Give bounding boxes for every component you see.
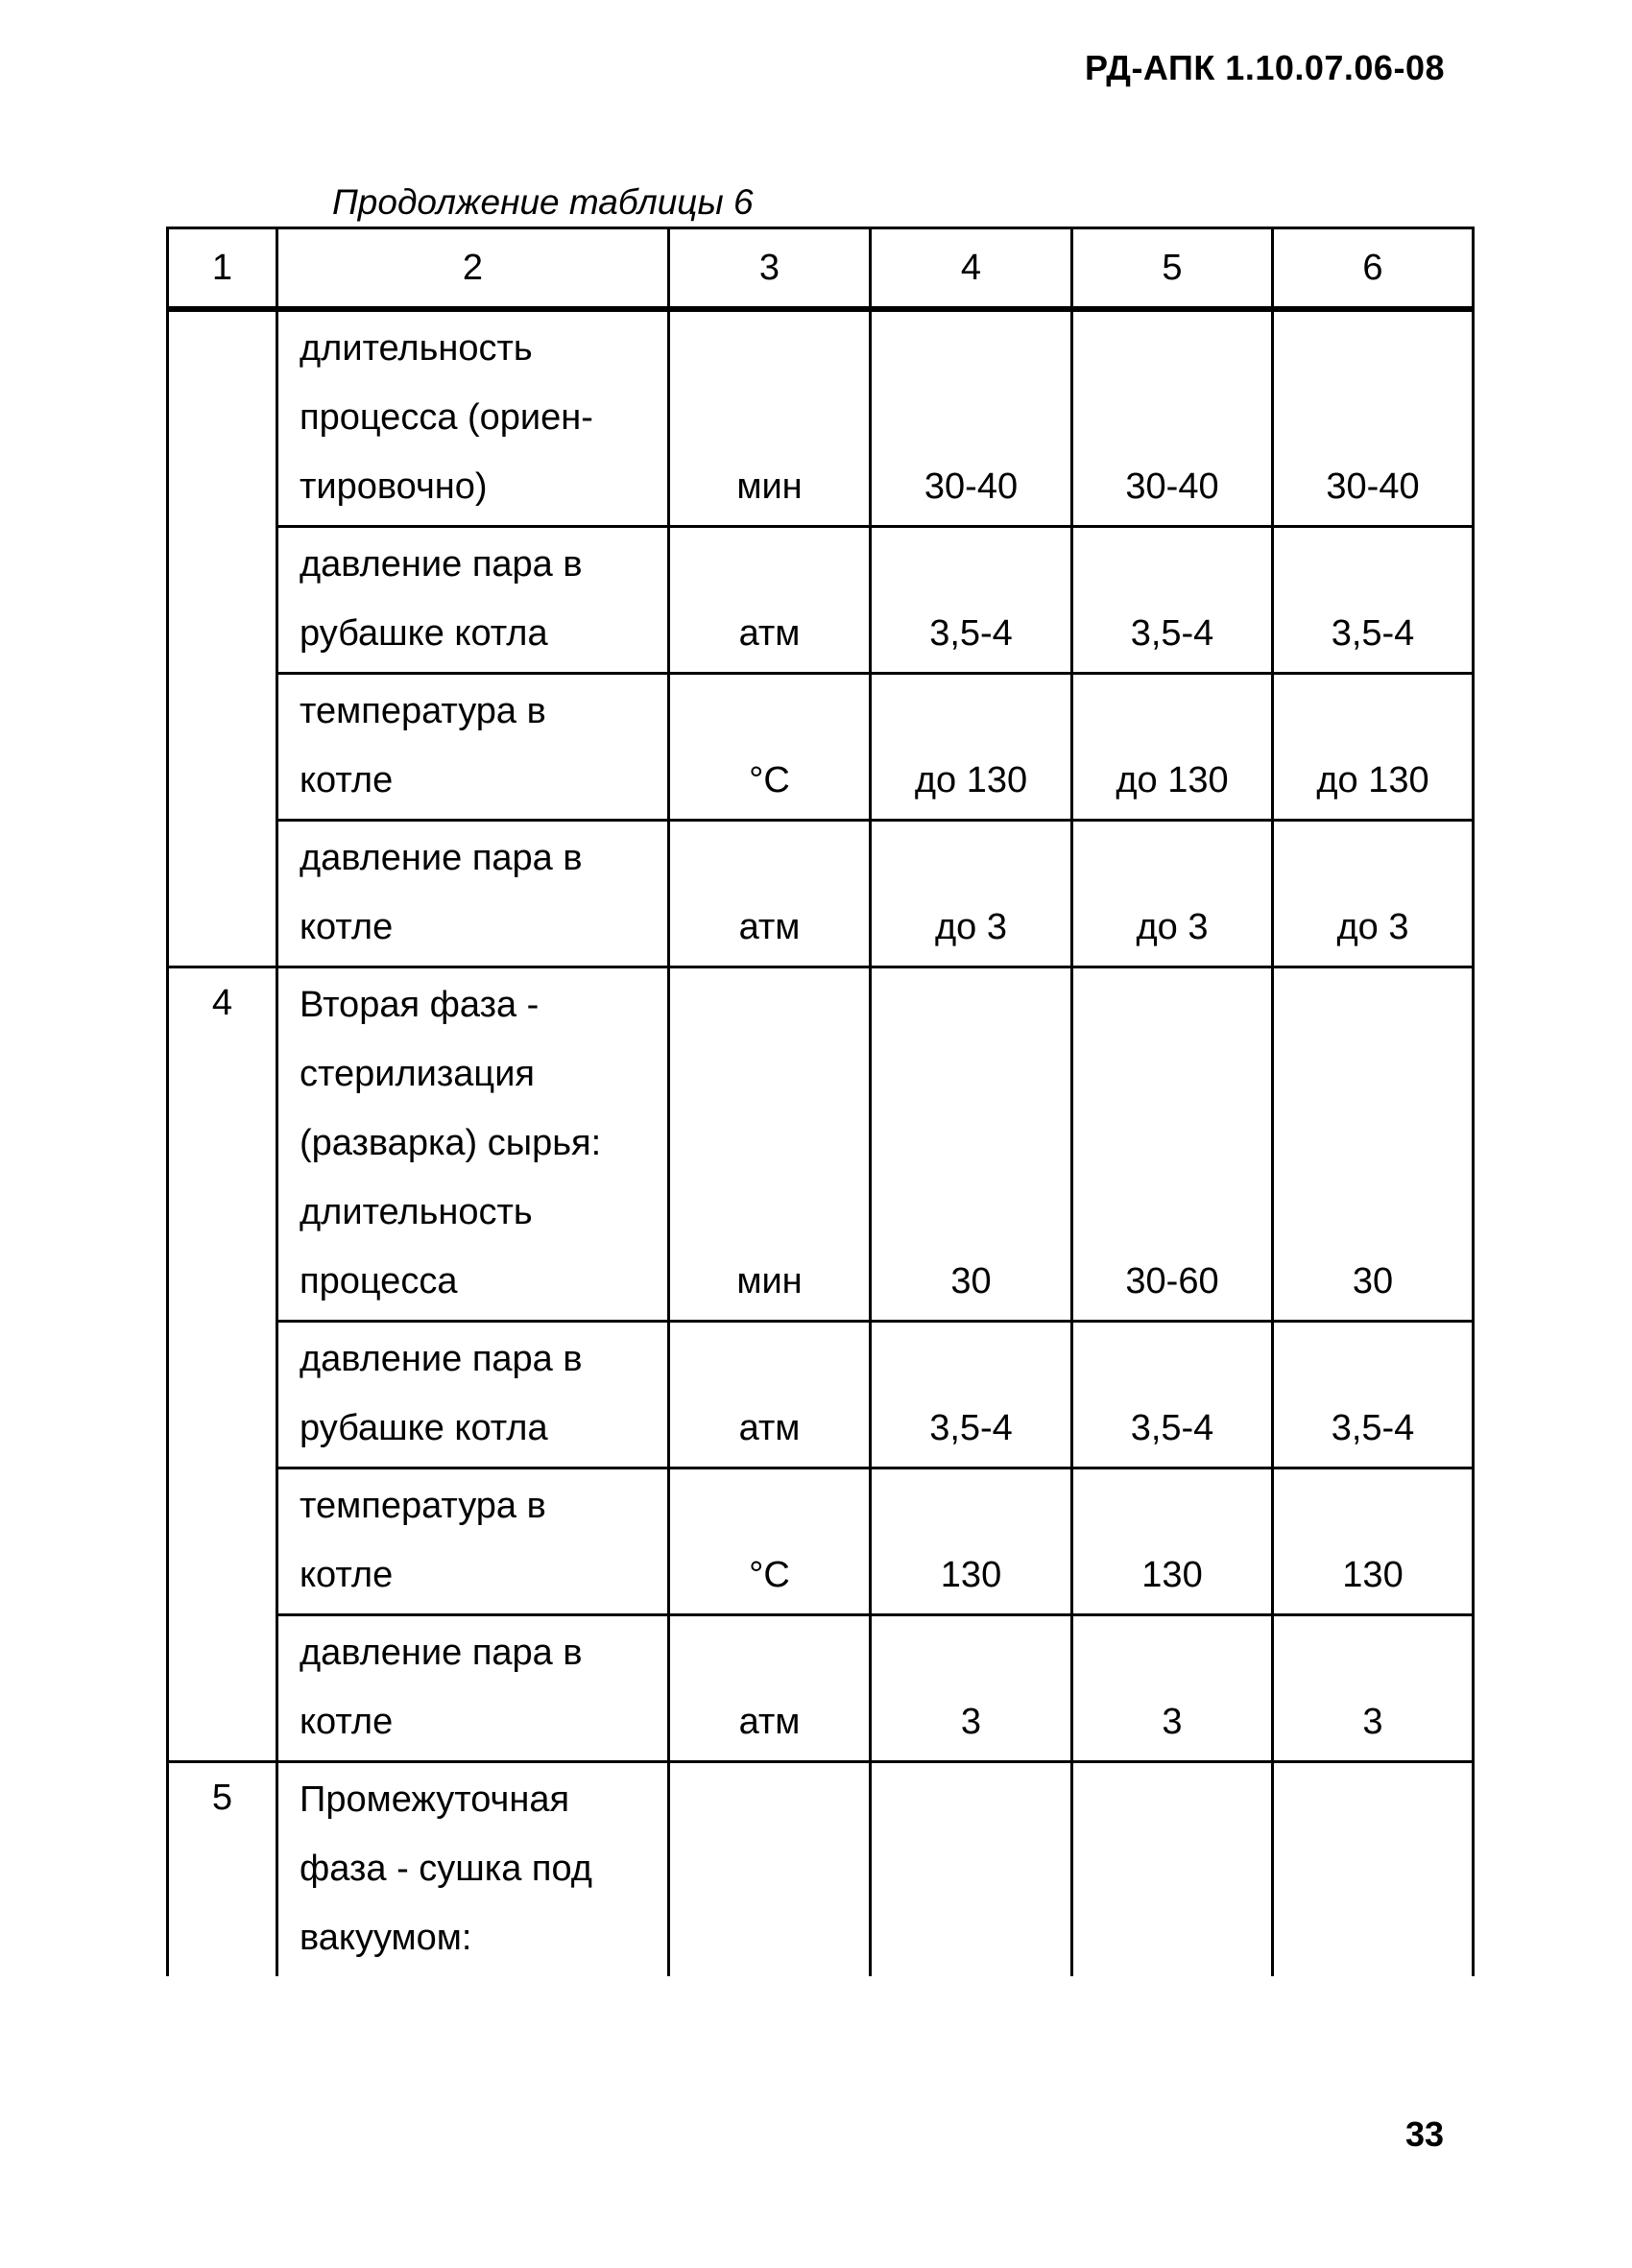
value-cell: 30-60: [1072, 967, 1273, 1322]
row-number-cell: [168, 309, 277, 967]
document-code: РД-АПК 1.10.07.06-08: [1085, 48, 1445, 87]
value-cell: [871, 1762, 1072, 1977]
header-row: [168, 228, 1474, 310]
value-cell: 3,5-4: [1072, 1322, 1273, 1468]
value-cell: 3,5-4: [1273, 1322, 1474, 1468]
value-cell: до 130: [871, 674, 1072, 821]
table-row: [168, 821, 1474, 967]
value-cell: 30-40: [1072, 309, 1273, 527]
parameter-cell: [277, 1615, 669, 1762]
parameter-line: котле: [300, 760, 394, 800]
unit-cell: атм: [669, 1615, 871, 1762]
header-cell: 3: [669, 228, 871, 310]
parameter-line: температура в: [300, 691, 546, 731]
table-row: [168, 1615, 1474, 1762]
unit-cell: [669, 1762, 871, 1977]
parameter-line: вакуумом:: [300, 1918, 472, 1958]
table-body: [168, 309, 1474, 1976]
parameter-cell: [277, 674, 669, 821]
value-cell: до 3: [1072, 821, 1273, 967]
table-row: [168, 1762, 1474, 1977]
value-cell: до 3: [871, 821, 1072, 967]
parameter-line: котле: [300, 1555, 394, 1595]
value-cell: 130: [1273, 1468, 1474, 1615]
value-cell: 130: [871, 1468, 1072, 1615]
parameter-cell: [277, 821, 669, 967]
value-cell: [1273, 1762, 1474, 1977]
value-cell: 30-40: [871, 309, 1072, 527]
parameter-line: длительность: [300, 328, 533, 369]
parameter-line: тировочно): [300, 466, 488, 507]
value-cell: 30: [871, 967, 1072, 1322]
table-caption: Продолжение таблицы 6: [332, 182, 754, 222]
value-cell: [1072, 1762, 1273, 1977]
unit-cell: атм: [669, 1322, 871, 1468]
value-cell: 3,5-4: [1072, 527, 1273, 674]
parameter-line: процесса (ориен-: [300, 397, 593, 438]
parameter-line: Вторая фаза -: [300, 985, 540, 1025]
header-cell: 1: [168, 228, 277, 310]
table-row: [168, 967, 1474, 1322]
value-cell: 3: [871, 1615, 1072, 1762]
parameter-line: давление пара в: [300, 1339, 583, 1379]
parameter-line: длительность: [300, 1192, 533, 1232]
value-cell: 3: [1072, 1615, 1273, 1762]
parameter-cell: [277, 1322, 669, 1468]
value-cell: 3,5-4: [871, 1322, 1072, 1468]
value-cell: 3,5-4: [871, 527, 1072, 674]
parameter-cell: [277, 967, 669, 1322]
unit-cell: мин: [669, 967, 871, 1322]
header-cell: 5: [1072, 228, 1273, 310]
parameter-line: котле: [300, 1702, 394, 1742]
row-number-cell: 5: [168, 1762, 277, 1977]
table-row: [168, 527, 1474, 674]
page-number: 33: [1404, 2114, 1444, 2154]
parameter-line: фаза - сушка под: [300, 1849, 592, 1889]
value-cell: до 130: [1072, 674, 1273, 821]
value-cell: 30: [1273, 967, 1474, 1322]
parameter-line: температура в: [300, 1486, 546, 1526]
value-cell: 3: [1273, 1615, 1474, 1762]
parameter-line: давление пара в: [300, 544, 583, 585]
table-row: [168, 1322, 1474, 1468]
table-row: [168, 674, 1474, 821]
unit-cell: атм: [669, 821, 871, 967]
header-cell: 6: [1273, 228, 1474, 310]
parameter-line: стерилизация: [300, 1054, 535, 1094]
parameter-cell: [277, 309, 669, 527]
parameter-cell: [277, 527, 669, 674]
parameter-line: (разварка) сырья:: [300, 1123, 602, 1163]
unit-cell: атм: [669, 527, 871, 674]
table-row: [168, 1468, 1474, 1615]
unit-cell: °С: [669, 1468, 871, 1615]
parameter-line: давление пара в: [300, 1633, 583, 1673]
value-cell: 3,5-4: [1273, 527, 1474, 674]
unit-cell: мин: [669, 309, 871, 527]
row-number-cell: 4: [168, 967, 277, 1762]
header-cell: 2: [277, 228, 669, 310]
parameter-line: рубашке котла: [300, 613, 548, 654]
data-table: [166, 227, 1475, 1976]
parameter-line: Промежуточная: [300, 1779, 570, 1820]
value-cell: 130: [1072, 1468, 1273, 1615]
parameter-line: котле: [300, 907, 394, 947]
parameter-cell: [277, 1468, 669, 1615]
value-cell: 30-40: [1273, 309, 1474, 527]
parameter-line: процесса: [300, 1261, 458, 1301]
value-cell: до 3: [1273, 821, 1474, 967]
table-row: [168, 309, 1474, 527]
parameter-line: рубашке котла: [300, 1408, 548, 1448]
parameter-line: давление пара в: [300, 838, 583, 878]
header-cell: 4: [871, 228, 1072, 310]
parameter-cell: [277, 1762, 669, 1977]
value-cell: до 130: [1273, 674, 1474, 821]
unit-cell: °С: [669, 674, 871, 821]
